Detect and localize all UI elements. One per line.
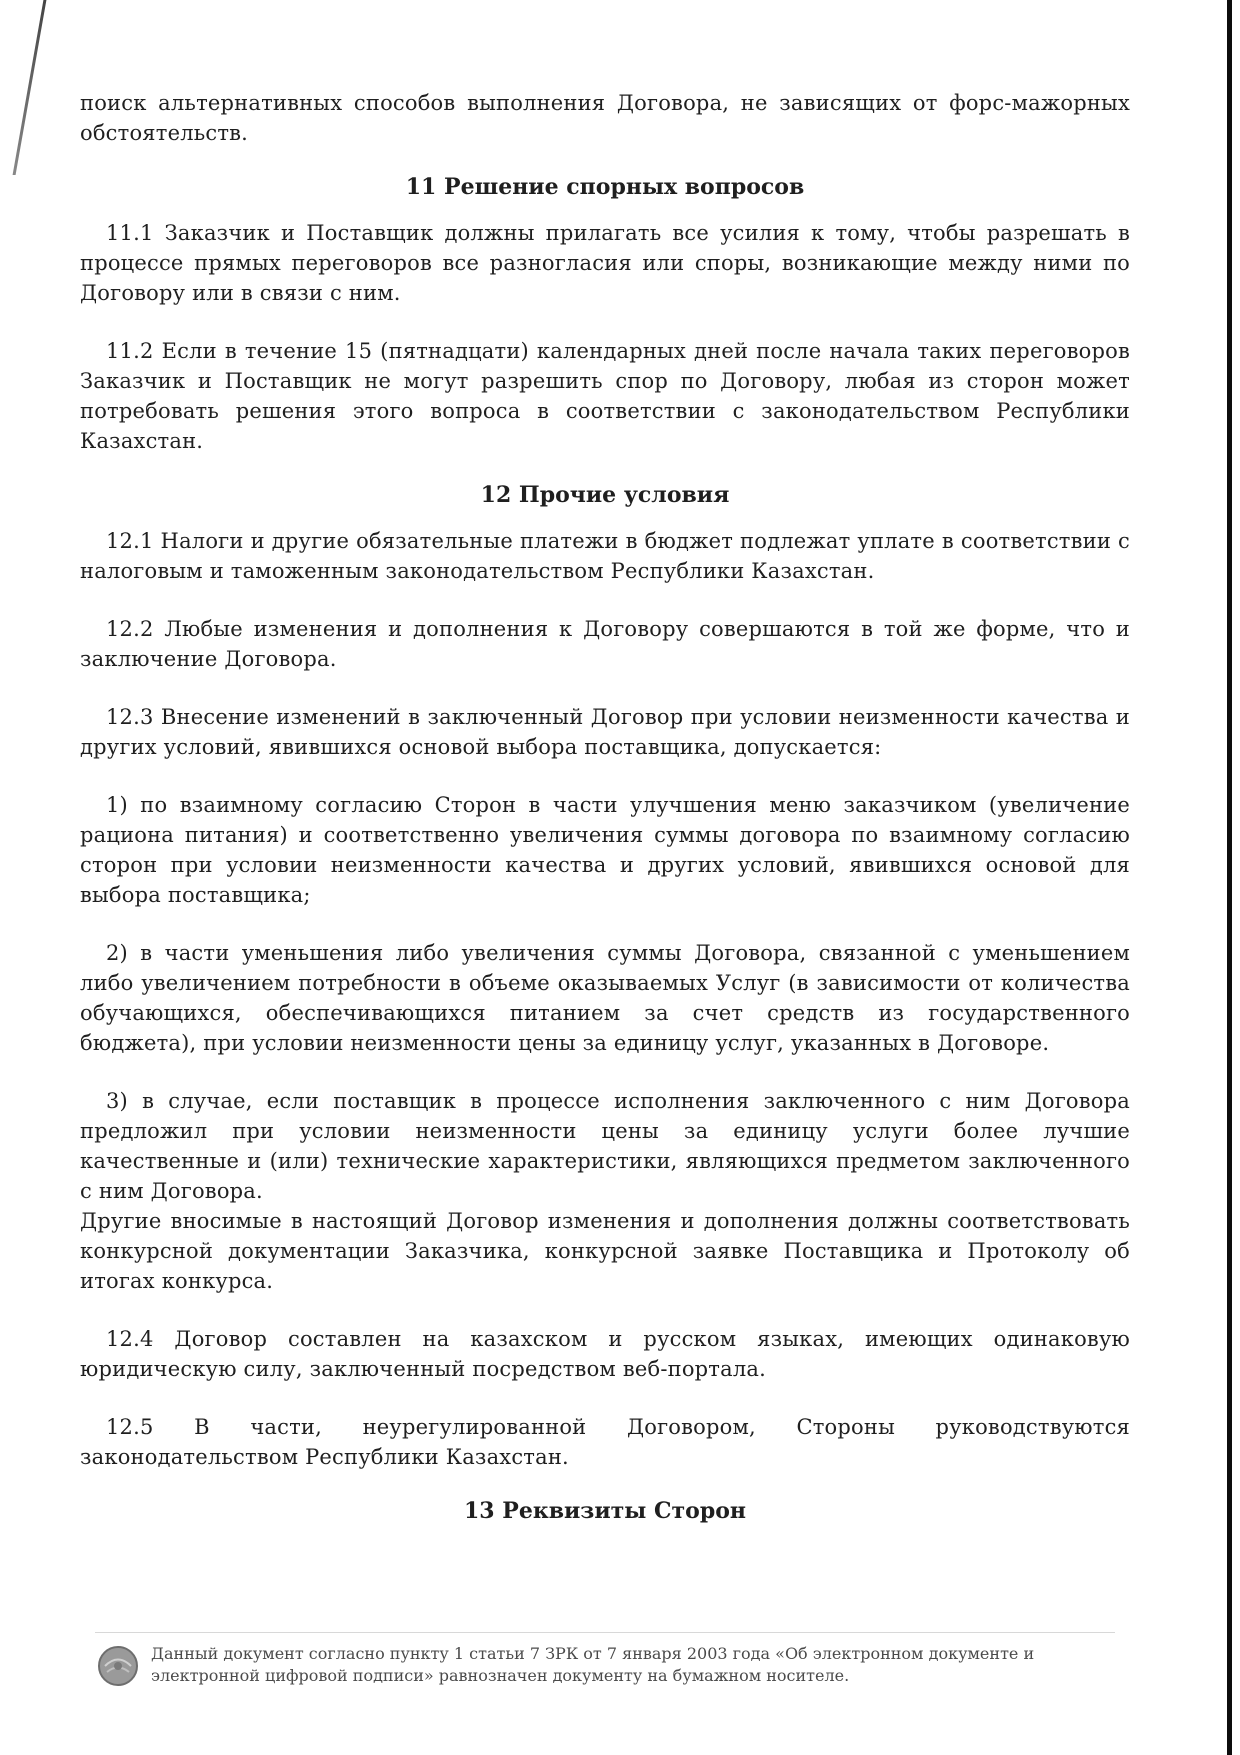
section-13-heading: 13 Реквизиты Сторон bbox=[464, 1498, 746, 1524]
clause-12-3-item-1: 1) по взаимному согласию Сторон в части улучшения меню заказчиком (увеличение рациона питания) и соответственно увеличения суммы договора по взаимному согласию сторон при условии неизменности качества и других условий, явившихся основой для выбора поставщика; bbox=[80, 793, 1130, 907]
clause-12-3-item-3-continuation: Другие вносимые в настоящий Договор изменения и дополнения должны соответствовать конкурсной документации Заказчика, конкурсной заявке Поставщика и Протоколу об итогах конкурса. bbox=[80, 1209, 1130, 1293]
section-12-heading: 12 Прочие условия bbox=[480, 482, 730, 508]
scan-edge-right bbox=[1227, 0, 1232, 1755]
egov-seal-icon bbox=[95, 1643, 141, 1689]
footer-notice-line-1: Данный документ согласно пункту 1 статьи 7 ЗРК от 7 января 2003 года «Об электронном документе и bbox=[151, 1644, 1035, 1663]
clause-12-3: 12.3 Внесение изменений в заключенный Договор при условии неизменности качества и других условий, явившихся основой выбора поставщика, допускается: bbox=[80, 705, 1130, 759]
footer-notice bbox=[151, 1643, 1034, 1687]
clause-12-3-item-3: 3) в случае, если поставщик в процессе исполнения заключенного с ним Договора предложил при условии неизменности цены за единицу услуги более лучшие качественные и (или) технические характеристики, являющихся предметом заключенного с ним Договора. bbox=[80, 1089, 1130, 1203]
clause-11-1: 11.1 Заказчик и Поставщик должны прилагать все усилия к тому, чтобы разрешать в процессе прямых переговоров все разногласия или споры, возникающие между ними по Договору или в связи с ним. bbox=[80, 221, 1130, 305]
document-page bbox=[80, 88, 1130, 1542]
e-document-footer bbox=[95, 1632, 1115, 1689]
clause-12-1: 12.1 Налоги и другие обязательные платежи в бюджет подлежат уплате в соответствии с налоговым и таможенным законодательством Республики Казахстан. bbox=[80, 529, 1130, 583]
footer-notice-line-2: электронной цифровой подписи» равнозначен документу на бумажном носителе. bbox=[151, 1666, 850, 1685]
clause-12-3-item-2: 2) в части уменьшения либо увеличения суммы Договора, связанной с уменьшением либо увеличением потребности в объеме оказываемых Услуг (в зависимости от количества обучающихся, обеспечивающихся питанием за счет средств из государственного бюджета), при условии неизменности цены за единицу услуг, указанных в Договоре. bbox=[80, 941, 1130, 1055]
clause-12-2: 12.2 Любые изменения и дополнения к Договору совершаются в той же форме, что и заключение Договора. bbox=[80, 617, 1130, 671]
clause-11-2: 11.2 Если в течение 15 (пятнадцати) календарных дней после начала таких переговоров Заказчик и Поставщик не могут разрешить спор по Договору, любая из сторон может потребовать решения этого вопроса в соответствии с законодательством Республики Казахстан. bbox=[80, 339, 1130, 453]
clause-12-4: 12.4 Договор составлен на казахском и русском языках, имеющих одинаковую юридическую силу, заключенный посредством веб-портала. bbox=[80, 1327, 1130, 1381]
clause-12-5: 12.5 В части, неурегулированной Договором, Стороны руководствуются законодательством Республики Казахстан. bbox=[80, 1415, 1130, 1469]
section-11-heading: 11 Решение спорных вопросов bbox=[405, 174, 805, 200]
scan-edge-left bbox=[13, 0, 47, 175]
intro-paragraph: поиск альтернативных способов выполнения Договора, не зависящих от форс-мажорных обстоятельств. bbox=[80, 91, 1130, 145]
